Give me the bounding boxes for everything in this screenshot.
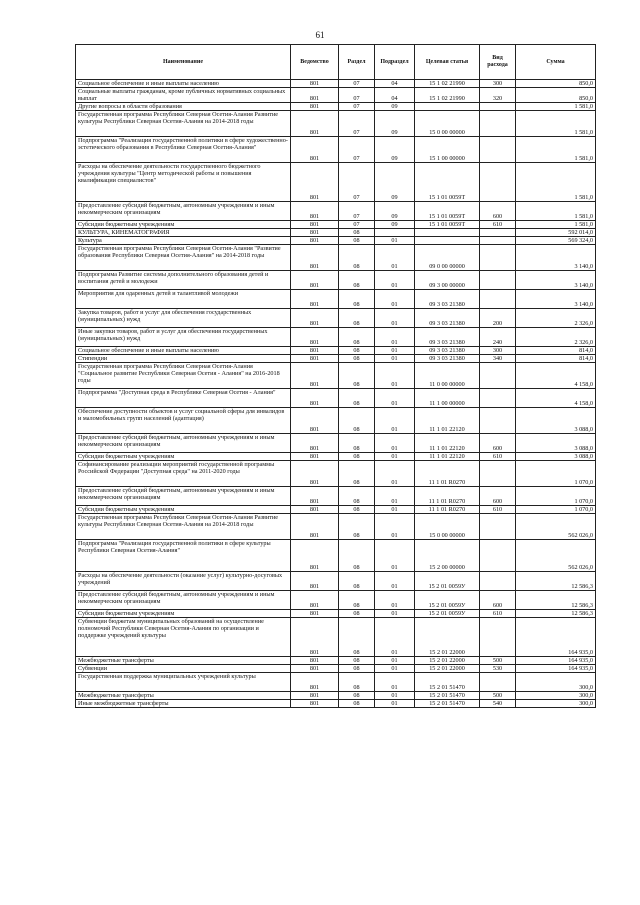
row-section: 07 bbox=[339, 88, 375, 103]
table-row bbox=[76, 610, 596, 618]
row-amount: 1 581,0 bbox=[516, 221, 596, 229]
table-row bbox=[76, 514, 596, 540]
row-department: 801 bbox=[291, 453, 339, 461]
row-department: 801 bbox=[291, 347, 339, 355]
row-subsection: 01 bbox=[375, 657, 415, 665]
header-subsection: Подраздел bbox=[375, 45, 415, 80]
table-row bbox=[76, 355, 596, 363]
row-expense-type: 340 bbox=[480, 355, 516, 363]
row-target-item: 15 2 01 22000 bbox=[415, 618, 480, 657]
row-department: 801 bbox=[291, 514, 339, 540]
row-expense-type: 610 bbox=[480, 221, 516, 229]
row-target-item bbox=[415, 103, 480, 111]
table-row bbox=[76, 453, 596, 461]
row-name: Обеспечение доступности объектов и услуг социальной сферы для инвалидов и маломобильных групп населений (адаптация) bbox=[76, 408, 291, 434]
row-department: 801 bbox=[291, 111, 339, 137]
row-subsection bbox=[375, 229, 415, 237]
row-department: 801 bbox=[291, 610, 339, 618]
row-section: 07 bbox=[339, 103, 375, 111]
table-body bbox=[76, 80, 596, 708]
row-section: 08 bbox=[339, 657, 375, 665]
row-name: Предоставление субсидий бюджетным, автономным учреждениям и иным некоммерческим организациям bbox=[76, 591, 291, 610]
row-name: Государственная программа Республики Северная Осетия-Алания "Социальное развитие Республики Северная Осетия - Алания" на 2016-2018 годы bbox=[76, 363, 291, 389]
row-section: 07 bbox=[339, 137, 375, 163]
row-name: Предоставление субсидий бюджетным, автономным учреждениям и иным некоммерческим организациям bbox=[76, 487, 291, 506]
row-target-item: 11 1 01 R0270 bbox=[415, 487, 480, 506]
row-amount: 4 158,0 bbox=[516, 389, 596, 408]
row-name: КУЛЬТУРА, КИНЕМАТОГРАФИЯ bbox=[76, 229, 291, 237]
row-name: Мероприятия для одаренных детей и талантливой молодежи bbox=[76, 290, 291, 309]
row-expense-type bbox=[480, 245, 516, 271]
row-section: 08 bbox=[339, 245, 375, 271]
row-amount: 300,0 bbox=[516, 700, 596, 708]
row-target-item: 15 1 01 0059Т bbox=[415, 163, 480, 202]
row-amount: 850,0 bbox=[516, 88, 596, 103]
row-amount: 12 586,3 bbox=[516, 591, 596, 610]
row-subsection: 09 bbox=[375, 137, 415, 163]
page-number: 61 bbox=[315, 30, 325, 40]
row-section: 08 bbox=[339, 347, 375, 355]
row-name: Социальное обеспечение и иные выплаты населению bbox=[76, 347, 291, 355]
table-row bbox=[76, 692, 596, 700]
row-section: 08 bbox=[339, 610, 375, 618]
row-name: Подпрограмма "Доступная среда в Республике Северная Осетия - Алания" bbox=[76, 389, 291, 408]
row-expense-type: 200 bbox=[480, 309, 516, 328]
row-target-item: 15 1 01 0059Т bbox=[415, 221, 480, 229]
row-department: 801 bbox=[291, 461, 339, 487]
row-section: 08 bbox=[339, 591, 375, 610]
table-row bbox=[76, 237, 596, 245]
row-subsection: 01 bbox=[375, 309, 415, 328]
row-department: 801 bbox=[291, 700, 339, 708]
table-row bbox=[76, 80, 596, 88]
row-name: Подпрограмма "Реализация государственной политики в сфере культуры Республики Северная Осетия-Алания" bbox=[76, 540, 291, 572]
row-target-item: 11 1 01 R0270 bbox=[415, 461, 480, 487]
row-section: 07 bbox=[339, 163, 375, 202]
row-expense-type: 540 bbox=[480, 700, 516, 708]
row-target-item: 09 3 03 21380 bbox=[415, 309, 480, 328]
row-section: 08 bbox=[339, 487, 375, 506]
row-department: 801 bbox=[291, 487, 339, 506]
row-section: 07 bbox=[339, 111, 375, 137]
header-expense-type: Вид расхода bbox=[480, 45, 516, 80]
row-expense-type: 300 bbox=[480, 347, 516, 355]
table-row bbox=[76, 271, 596, 290]
row-expense-type: 300 bbox=[480, 80, 516, 88]
row-target-item: 15 0 00 00000 bbox=[415, 111, 480, 137]
row-department: 801 bbox=[291, 692, 339, 700]
row-subsection: 01 bbox=[375, 461, 415, 487]
row-section: 08 bbox=[339, 328, 375, 347]
row-name: Субсидии бюджетным учреждениям bbox=[76, 610, 291, 618]
table-row bbox=[76, 618, 596, 657]
row-department: 801 bbox=[291, 229, 339, 237]
row-expense-type bbox=[480, 673, 516, 692]
row-section: 08 bbox=[339, 453, 375, 461]
row-department: 801 bbox=[291, 408, 339, 434]
row-name: Закупка товаров, работ и услуг для обеспечения государственных (муниципальных) нужд bbox=[76, 309, 291, 328]
table-row bbox=[76, 408, 596, 434]
row-target-item: 09 3 00 00000 bbox=[415, 271, 480, 290]
row-department: 801 bbox=[291, 389, 339, 408]
row-department: 801 bbox=[291, 309, 339, 328]
header-department: Ведомство bbox=[291, 45, 339, 80]
row-expense-type bbox=[480, 271, 516, 290]
row-amount: 300,0 bbox=[516, 692, 596, 700]
row-target-item: 11 1 01 22120 bbox=[415, 434, 480, 453]
row-subsection: 01 bbox=[375, 514, 415, 540]
row-department: 801 bbox=[291, 88, 339, 103]
row-expense-type bbox=[480, 103, 516, 111]
row-department: 801 bbox=[291, 572, 339, 591]
row-subsection: 01 bbox=[375, 237, 415, 245]
row-subsection: 01 bbox=[375, 692, 415, 700]
row-target-item: 15 2 00 00000 bbox=[415, 540, 480, 572]
row-section: 08 bbox=[339, 540, 375, 572]
row-name: Социальные выплаты гражданам, кроме публичных нормативных социальных выплат bbox=[76, 88, 291, 103]
row-name: Субсидии бюджетным учреждениям bbox=[76, 221, 291, 229]
row-name: Иные закупки товаров, работ и услуг для обеспечения государственных (муниципальных) нужд bbox=[76, 328, 291, 347]
row-amount: 2 326,0 bbox=[516, 309, 596, 328]
row-department: 801 bbox=[291, 506, 339, 514]
row-name: Расходы на обеспечение деятельности государственного бюджетного учреждения культуры "Центр методической работы и повышения квалификации специалистов" bbox=[76, 163, 291, 202]
row-department: 801 bbox=[291, 665, 339, 673]
row-section: 08 bbox=[339, 618, 375, 657]
row-subsection: 01 bbox=[375, 271, 415, 290]
row-name: Государственная программа Республики Северная Осетия-Алания Развитие культуры Республики Северная Осетия-Алания на 2014-2018 годы bbox=[76, 111, 291, 137]
row-subsection: 01 bbox=[375, 245, 415, 271]
row-amount: 1 581,0 bbox=[516, 103, 596, 111]
row-expense-type: 610 bbox=[480, 610, 516, 618]
row-subsection: 01 bbox=[375, 487, 415, 506]
row-section: 08 bbox=[339, 461, 375, 487]
row-subsection: 01 bbox=[375, 389, 415, 408]
row-amount: 1 070,0 bbox=[516, 506, 596, 514]
row-amount: 3 088,0 bbox=[516, 408, 596, 434]
table-row bbox=[76, 540, 596, 572]
row-section: 07 bbox=[339, 202, 375, 221]
row-expense-type bbox=[480, 618, 516, 657]
row-section: 08 bbox=[339, 237, 375, 245]
row-department: 801 bbox=[291, 363, 339, 389]
row-subsection: 09 bbox=[375, 221, 415, 229]
row-name: Межбюджетные трансферты bbox=[76, 657, 291, 665]
row-department: 801 bbox=[291, 328, 339, 347]
row-target-item: 15 2 01 0059У bbox=[415, 610, 480, 618]
row-department: 801 bbox=[291, 245, 339, 271]
row-amount: 1 581,0 bbox=[516, 202, 596, 221]
row-amount: 814,0 bbox=[516, 347, 596, 355]
row-subsection: 09 bbox=[375, 103, 415, 111]
row-section: 08 bbox=[339, 271, 375, 290]
row-expense-type: 610 bbox=[480, 506, 516, 514]
row-name: Иные межбюджетные трансферты bbox=[76, 700, 291, 708]
row-subsection: 01 bbox=[375, 408, 415, 434]
row-expense-type bbox=[480, 514, 516, 540]
row-department: 801 bbox=[291, 355, 339, 363]
row-department: 801 bbox=[291, 591, 339, 610]
row-target-item: 15 1 01 0059Т bbox=[415, 202, 480, 221]
row-name: Софинансирование реализации мероприятий государственной программы Российской Федерации "Доступная среда" на 2011-2020 годы bbox=[76, 461, 291, 487]
row-amount: 850,0 bbox=[516, 80, 596, 88]
row-subsection: 01 bbox=[375, 673, 415, 692]
row-amount: 3 140,0 bbox=[516, 271, 596, 290]
row-subsection: 01 bbox=[375, 665, 415, 673]
table-row bbox=[76, 202, 596, 221]
row-name: Социальное обеспечение и иные выплаты населению bbox=[76, 80, 291, 88]
row-name: Стипендии bbox=[76, 355, 291, 363]
row-section: 08 bbox=[339, 673, 375, 692]
table-row bbox=[76, 434, 596, 453]
row-amount: 3 140,0 bbox=[516, 245, 596, 271]
row-amount: 2 326,0 bbox=[516, 328, 596, 347]
row-department: 801 bbox=[291, 237, 339, 245]
row-name: Субсидии бюджетным учреждениям bbox=[76, 453, 291, 461]
row-expense-type bbox=[480, 389, 516, 408]
row-expense-type: 610 bbox=[480, 453, 516, 461]
row-target-item: 15 0 00 00000 bbox=[415, 514, 480, 540]
row-name: Другие вопросы в области образования bbox=[76, 103, 291, 111]
row-expense-type: 500 bbox=[480, 692, 516, 700]
row-amount: 1 070,0 bbox=[516, 487, 596, 506]
row-department: 801 bbox=[291, 673, 339, 692]
row-subsection: 01 bbox=[375, 618, 415, 657]
row-department: 801 bbox=[291, 137, 339, 163]
row-section: 07 bbox=[339, 221, 375, 229]
row-section: 08 bbox=[339, 309, 375, 328]
row-target-item: 15 2 01 0059У bbox=[415, 572, 480, 591]
row-subsection: 01 bbox=[375, 540, 415, 572]
row-name: Предоставление субсидий бюджетным, автономным учреждениям и иным некоммерческим организациям bbox=[76, 434, 291, 453]
row-target-item: 11 1 01 22120 bbox=[415, 453, 480, 461]
row-amount: 1 581,0 bbox=[516, 137, 596, 163]
row-section: 08 bbox=[339, 363, 375, 389]
table-row bbox=[76, 103, 596, 111]
row-department: 801 bbox=[291, 271, 339, 290]
row-name: Подпрограмма "Реализация государственной политики в сфере художественно-эстетического образования в Республике Северная Осетия-Алания" bbox=[76, 137, 291, 163]
table-row bbox=[76, 461, 596, 487]
header-amount: Сумма bbox=[516, 45, 596, 80]
row-department: 801 bbox=[291, 434, 339, 453]
row-section: 08 bbox=[339, 692, 375, 700]
row-department: 801 bbox=[291, 540, 339, 572]
row-subsection: 01 bbox=[375, 591, 415, 610]
row-expense-type: 530 bbox=[480, 665, 516, 673]
row-subsection: 01 bbox=[375, 453, 415, 461]
row-amount: 4 158,0 bbox=[516, 363, 596, 389]
row-expense-type: 600 bbox=[480, 591, 516, 610]
header-section: Раздел bbox=[339, 45, 375, 80]
row-section: 08 bbox=[339, 290, 375, 309]
table-row bbox=[76, 309, 596, 328]
row-name: Государственная программа Республики Северная Осетия-Алания "Развитие образования Республики Северная Осетия-Алания" на 2014-2018 годы bbox=[76, 245, 291, 271]
row-subsection: 04 bbox=[375, 80, 415, 88]
row-amount: 814,0 bbox=[516, 355, 596, 363]
row-section: 08 bbox=[339, 700, 375, 708]
row-amount: 164 935,0 bbox=[516, 618, 596, 657]
row-target-item: 15 2 01 51470 bbox=[415, 700, 480, 708]
row-amount: 3 140,0 bbox=[516, 290, 596, 309]
table-row bbox=[76, 591, 596, 610]
row-amount: 1 581,0 bbox=[516, 111, 596, 137]
row-target-item: 11 1 00 00000 bbox=[415, 389, 480, 408]
row-amount: 12 586,3 bbox=[516, 610, 596, 618]
row-name: Субвенции бюджетам муниципальных образований на осуществление полномочий Республики Северная Осетия-Алания по организации и поддержке учреждений культуры bbox=[76, 618, 291, 657]
row-section: 08 bbox=[339, 434, 375, 453]
row-amount: 3 088,0 bbox=[516, 453, 596, 461]
row-subsection: 01 bbox=[375, 506, 415, 514]
budget-table bbox=[75, 44, 596, 708]
row-expense-type bbox=[480, 137, 516, 163]
table-row bbox=[76, 88, 596, 103]
row-target-item: 15 1 00 00000 bbox=[415, 137, 480, 163]
table-row bbox=[76, 572, 596, 591]
row-target-item: 11 1 01 R0270 bbox=[415, 506, 480, 514]
row-expense-type bbox=[480, 237, 516, 245]
table-row bbox=[76, 665, 596, 673]
row-section: 08 bbox=[339, 514, 375, 540]
table-row bbox=[76, 657, 596, 665]
row-name: Государственная программа Республики Северная Осетия-Алания Развитие культуры Республики Северная Осетия-Алания на 2014-2018 годы bbox=[76, 514, 291, 540]
row-name: Государственная поддержка муниципальных учреждений культуры bbox=[76, 673, 291, 692]
table-row bbox=[76, 328, 596, 347]
row-subsection: 09 bbox=[375, 202, 415, 221]
row-section: 08 bbox=[339, 408, 375, 434]
row-target-item: 15 2 01 22000 bbox=[415, 657, 480, 665]
table-row bbox=[76, 221, 596, 229]
row-name: Подпрограмма Развитие системы дополнительного образования детей и воспитания детей и молодежи bbox=[76, 271, 291, 290]
row-name: Предоставление субсидий бюджетным, автономным учреждениям и иным некоммерческим организациям bbox=[76, 202, 291, 221]
row-expense-type bbox=[480, 229, 516, 237]
row-expense-type bbox=[480, 363, 516, 389]
row-subsection: 01 bbox=[375, 290, 415, 309]
table-row bbox=[76, 506, 596, 514]
row-expense-type bbox=[480, 290, 516, 309]
row-target-item: 09 3 03 21380 bbox=[415, 290, 480, 309]
table-row bbox=[76, 700, 596, 708]
table-row bbox=[76, 163, 596, 202]
table-row bbox=[76, 111, 596, 137]
row-amount: 3 088,0 bbox=[516, 434, 596, 453]
row-department: 801 bbox=[291, 657, 339, 665]
row-department: 801 bbox=[291, 618, 339, 657]
row-expense-type bbox=[480, 572, 516, 591]
table-row bbox=[76, 363, 596, 389]
row-amount: 562 026,0 bbox=[516, 540, 596, 572]
row-subsection: 01 bbox=[375, 610, 415, 618]
row-expense-type: 500 bbox=[480, 657, 516, 665]
row-department: 801 bbox=[291, 202, 339, 221]
row-subsection: 01 bbox=[375, 572, 415, 591]
row-department: 801 bbox=[291, 290, 339, 309]
row-amount: 1 070,0 bbox=[516, 461, 596, 487]
row-expense-type bbox=[480, 408, 516, 434]
row-amount: 300,0 bbox=[516, 673, 596, 692]
row-target-item: 15 2 01 0059У bbox=[415, 591, 480, 610]
row-expense-type bbox=[480, 163, 516, 202]
row-subsection: 01 bbox=[375, 355, 415, 363]
row-amount: 1 581,0 bbox=[516, 163, 596, 202]
table-header-row bbox=[76, 45, 596, 80]
row-section: 08 bbox=[339, 389, 375, 408]
row-section: 08 bbox=[339, 506, 375, 514]
row-amount: 164 935,0 bbox=[516, 665, 596, 673]
row-amount: 562 026,0 bbox=[516, 514, 596, 540]
row-department: 801 bbox=[291, 103, 339, 111]
header-name: Наименование bbox=[76, 45, 291, 80]
row-expense-type: 600 bbox=[480, 202, 516, 221]
row-subsection: 04 bbox=[375, 88, 415, 103]
row-target-item: 11 1 01 22120 bbox=[415, 408, 480, 434]
table-row bbox=[76, 245, 596, 271]
row-subsection: 01 bbox=[375, 434, 415, 453]
row-subsection: 09 bbox=[375, 111, 415, 137]
row-target-item: 09 3 03 21380 bbox=[415, 328, 480, 347]
row-target-item: 11 0 00 00000 bbox=[415, 363, 480, 389]
row-amount: 592 014,0 bbox=[516, 229, 596, 237]
row-target-item: 15 2 01 51470 bbox=[415, 673, 480, 692]
row-expense-type: 320 bbox=[480, 88, 516, 103]
row-amount: 164 935,0 bbox=[516, 657, 596, 665]
row-expense-type bbox=[480, 540, 516, 572]
row-target-item: 15 1 02 21990 bbox=[415, 88, 480, 103]
table-row bbox=[76, 487, 596, 506]
row-subsection: 09 bbox=[375, 163, 415, 202]
row-section: 08 bbox=[339, 229, 375, 237]
row-department: 801 bbox=[291, 221, 339, 229]
row-section: 08 bbox=[339, 665, 375, 673]
row-target-item: 09 0 00 00000 bbox=[415, 245, 480, 271]
row-target-item: 15 2 01 22000 bbox=[415, 665, 480, 673]
row-target-item: 09 3 03 21380 bbox=[415, 355, 480, 363]
row-subsection: 01 bbox=[375, 700, 415, 708]
row-target-item: 09 3 03 21380 bbox=[415, 347, 480, 355]
table-row bbox=[76, 137, 596, 163]
row-target-item: 15 1 02 21990 bbox=[415, 80, 480, 88]
table-row bbox=[76, 347, 596, 355]
table-row bbox=[76, 229, 596, 237]
table-row bbox=[76, 290, 596, 309]
row-expense-type: 600 bbox=[480, 434, 516, 453]
row-subsection: 01 bbox=[375, 328, 415, 347]
row-name: Межбюджетные трансферты bbox=[76, 692, 291, 700]
row-name: Расходы на обеспечение деятельности (оказание услуг) культурно-досуговых учреждений bbox=[76, 572, 291, 591]
row-name: Субсидии бюджетным учреждениям bbox=[76, 506, 291, 514]
table-row bbox=[76, 673, 596, 692]
row-section: 08 bbox=[339, 572, 375, 591]
row-amount: 12 586,3 bbox=[516, 572, 596, 591]
row-subsection: 01 bbox=[375, 363, 415, 389]
row-expense-type: 240 bbox=[480, 328, 516, 347]
row-target-item bbox=[415, 229, 480, 237]
row-target-item bbox=[415, 237, 480, 245]
row-target-item: 15 2 01 51470 bbox=[415, 692, 480, 700]
row-section: 08 bbox=[339, 355, 375, 363]
row-subsection: 01 bbox=[375, 347, 415, 355]
row-section: 07 bbox=[339, 80, 375, 88]
row-name: Субвенции bbox=[76, 665, 291, 673]
row-expense-type bbox=[480, 111, 516, 137]
row-amount: 569 324,0 bbox=[516, 237, 596, 245]
row-expense-type: 600 bbox=[480, 487, 516, 506]
row-name: Культура bbox=[76, 237, 291, 245]
header-target-item: Целевая статья bbox=[415, 45, 480, 80]
row-department: 801 bbox=[291, 80, 339, 88]
row-expense-type bbox=[480, 461, 516, 487]
table-row bbox=[76, 389, 596, 408]
row-department: 801 bbox=[291, 163, 339, 202]
